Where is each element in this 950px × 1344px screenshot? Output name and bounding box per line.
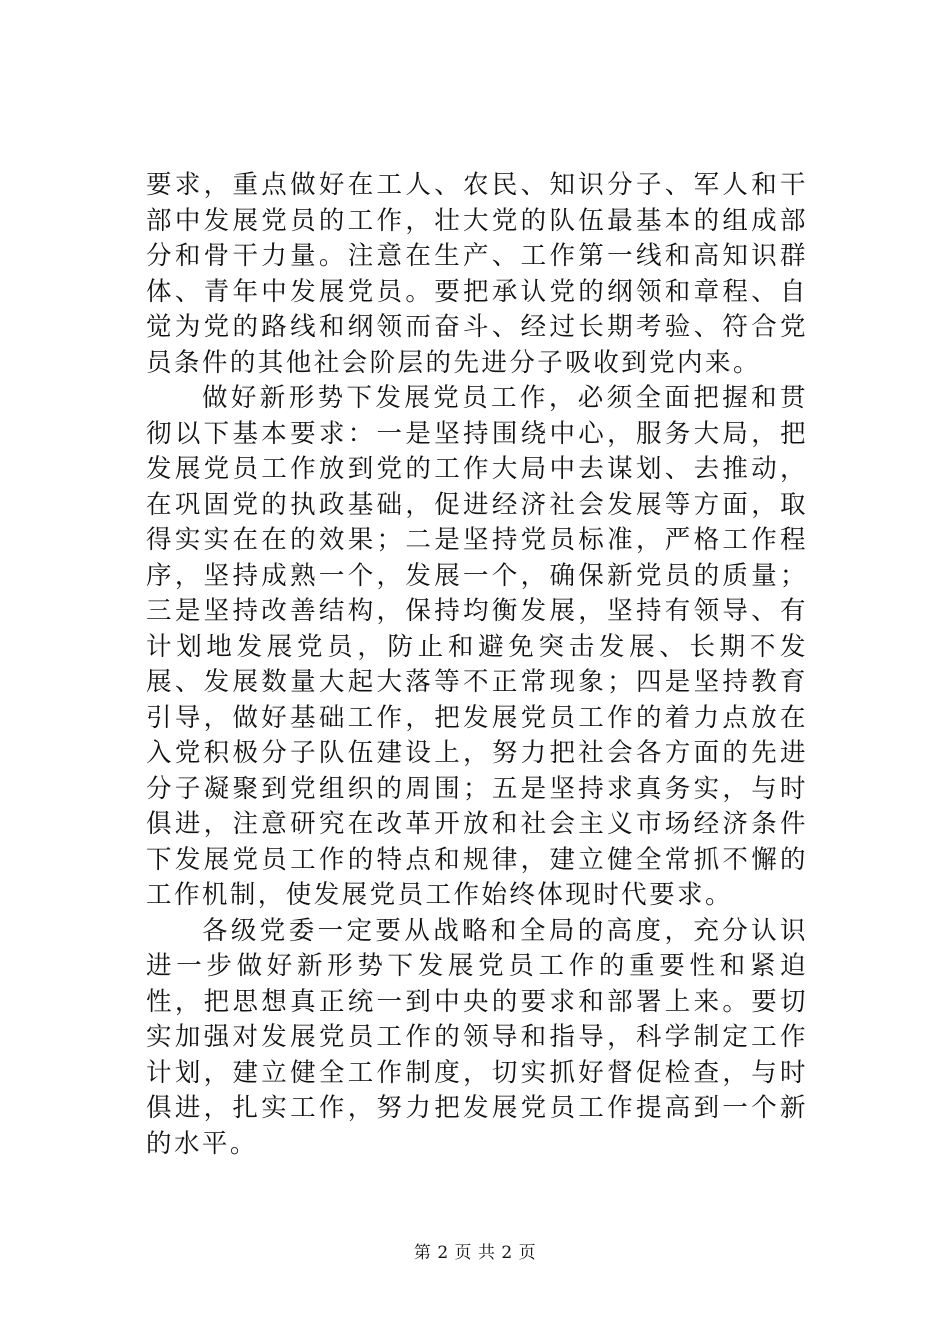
page-number-footer: 第 2 页 共 2 页: [413, 1243, 537, 1263]
paragraph-party-committees: 各级党委一定要从战略和全局的高度，充分认识进一步做好新形势下发展党员工作的重要性和紧迫性，把思想真正统一到中央的要求和部署上来。要切实加强对发展党员工作的领导和指导，科学制定工作计划，建立健全工作制度，切实抓好督促检查，与时俱进，扎实工作，努力把发展党员工作提高到一个新的水平。: [146, 915, 808, 1159]
paragraph-continued: 要求，重点做好在工人、农民、知识分子、军人和干部中发展党员的工作，壮大党的队伍最基本的组成部分和骨干力量。注意在生产、工作第一线和高知识群体、青年中发展党员。要把承认党的纲领和章程、自觉为党的路线和纲领而奋斗、经过长期考验、符合党员条件的其他社会阶层的先进分子吸收到党内来。: [146, 170, 808, 378]
document-body: [146, 168, 808, 1162]
paragraph-basic-requirements: 做好新形势下发展党员工作，必须全面把握和贯彻以下基本要求：一是坚持围绕中心，服务大局，把发展党员工作放到党的工作大局中去谋划、去推动，在巩固党的执政基础，促进经济社会发展等方面，取得实实在在的效果；二是坚持党员标准，严格工作程序，坚持成熟一个，发展一个，确保新党员的质量；三是坚持改善结构，保持均衡发展，坚持有领导、有计划地发展党员，防止和避免突击发展、长期不发展、发展数量大起大落等不正常现象；四是坚持教育引导，做好基础工作，把发展党员工作的着力点放在入党积极分子队伍建设上，努力把社会各方面的先进分子凝聚到党组织的周围；五是坚持求真务实，与时俱进，注意研究在改革开放和社会主义市场经济条件下发展党员工作的特点和规律，建立健全常抓不懈的工作机制，使发展党员工作始终体现时代要求。: [146, 383, 808, 910]
